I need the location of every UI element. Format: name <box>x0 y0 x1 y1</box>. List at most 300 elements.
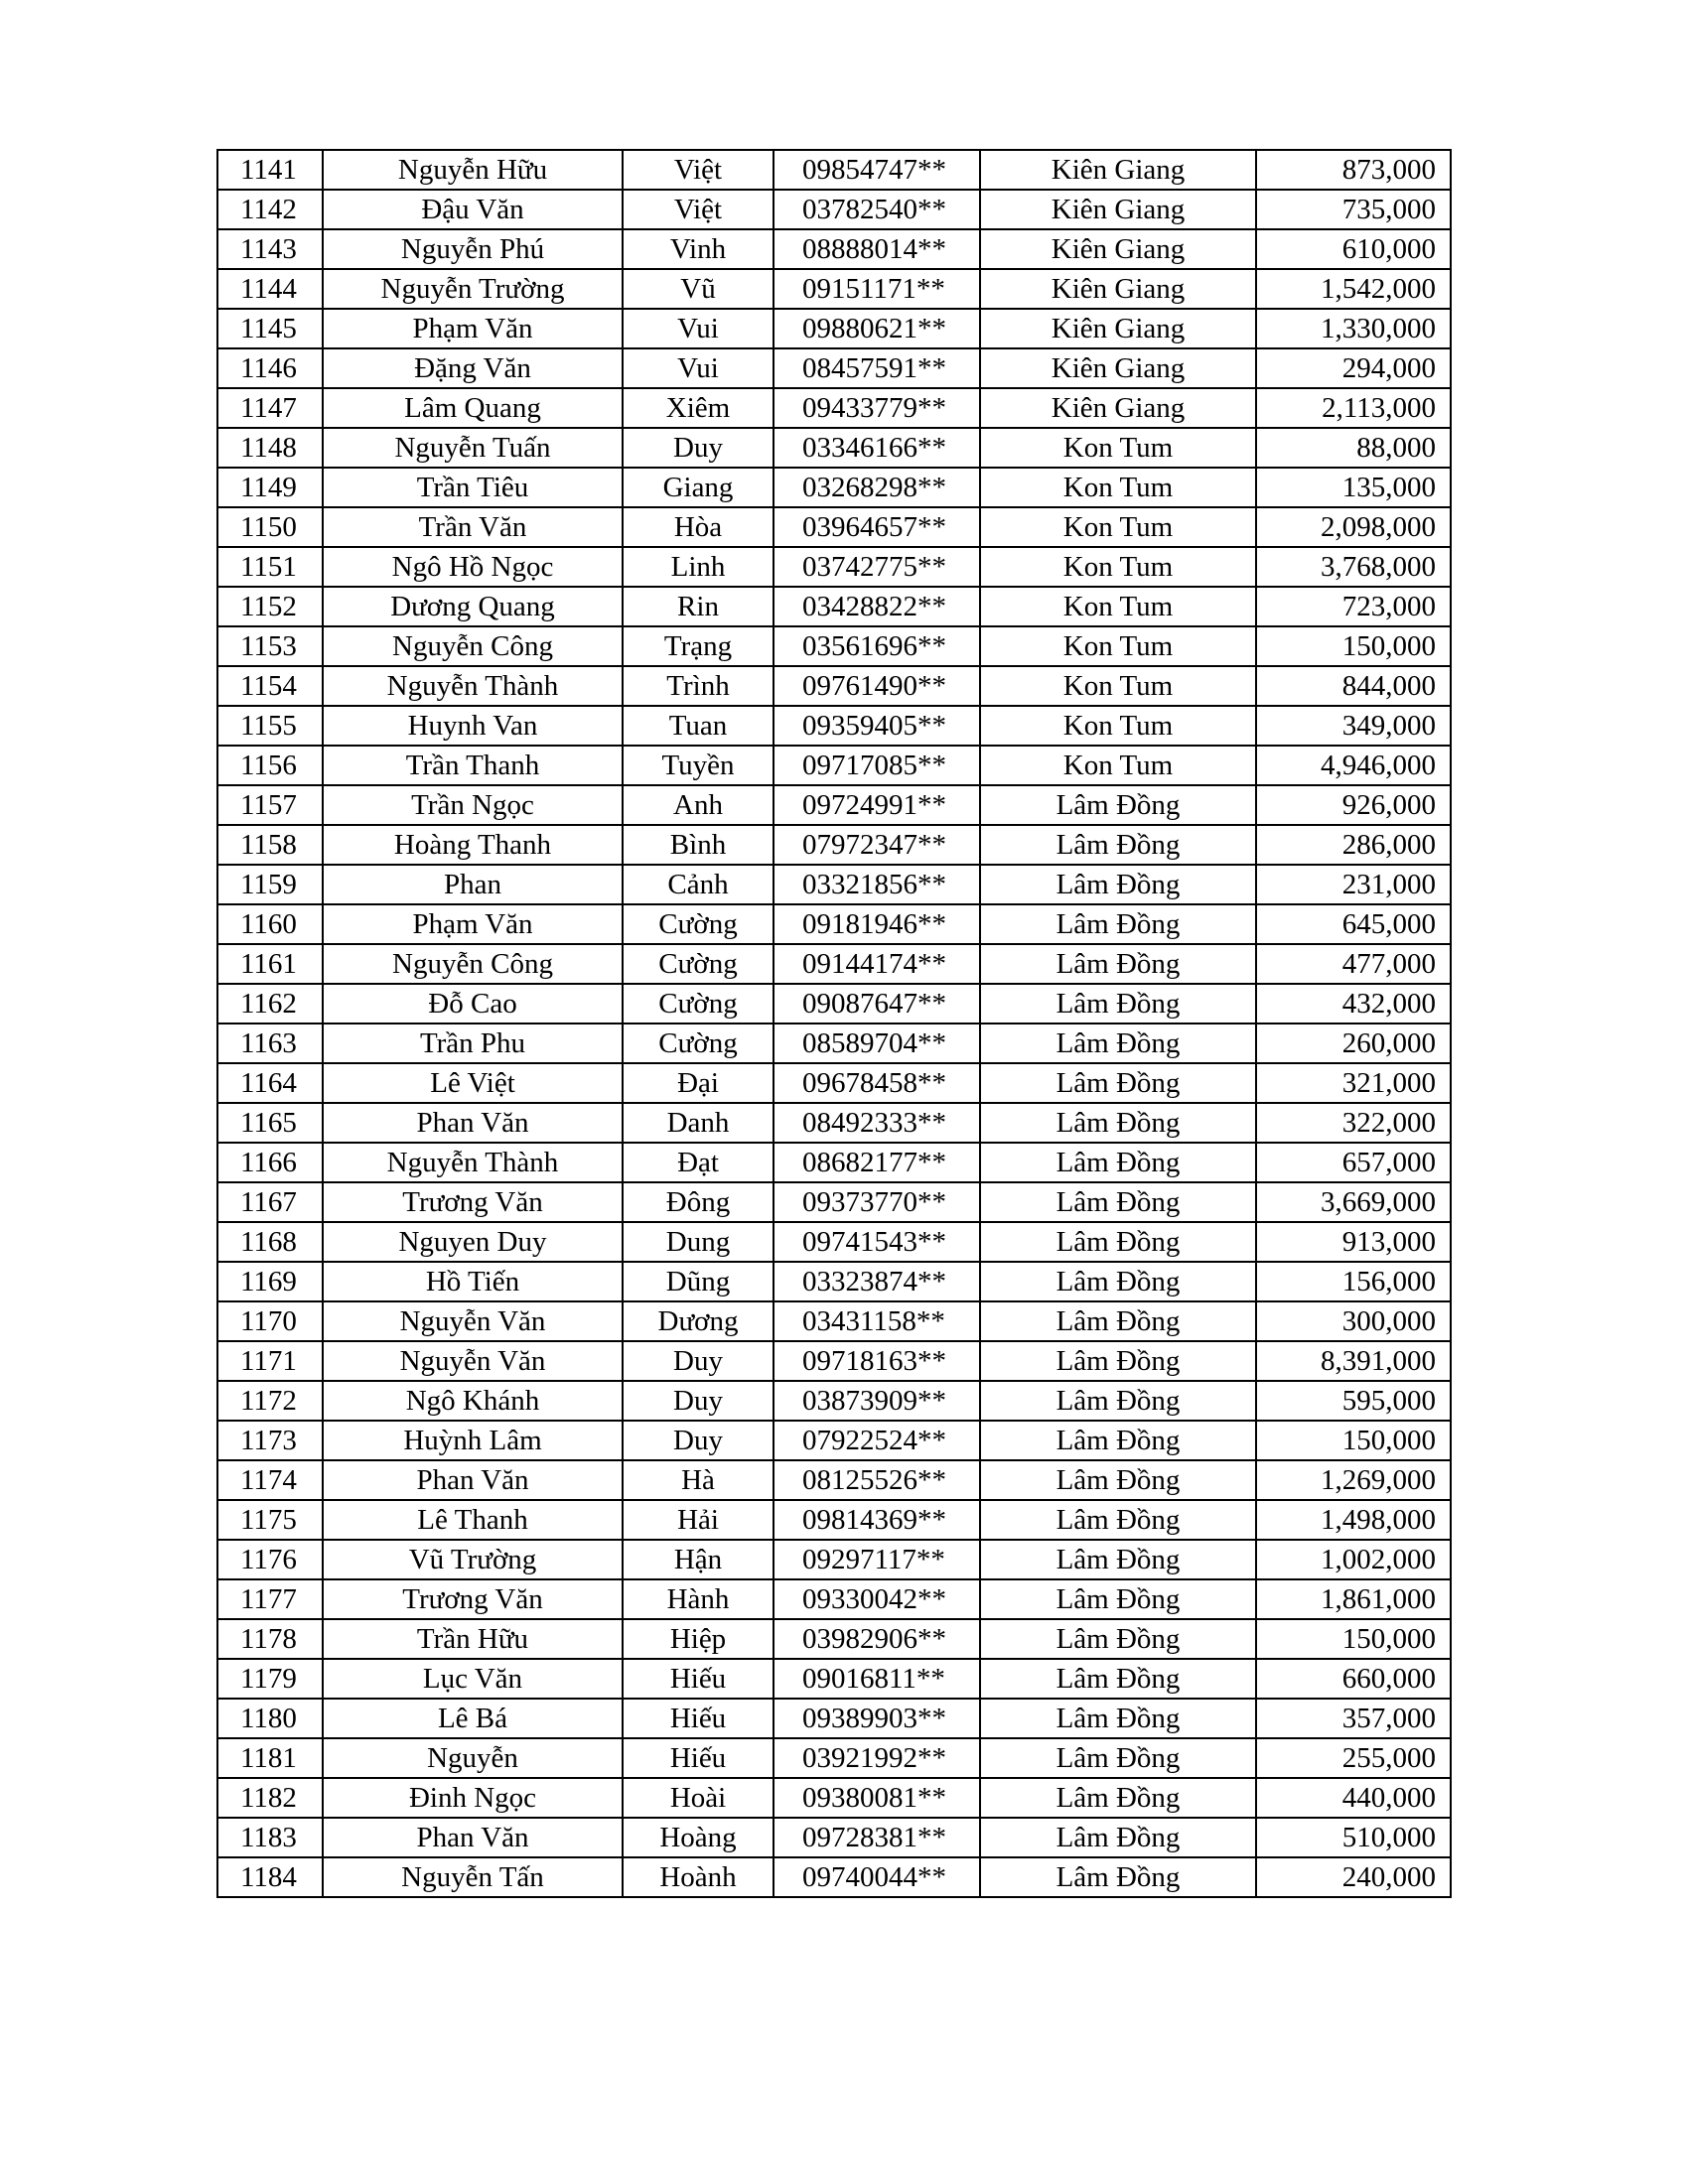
phone-number-cell: 09678458** <box>774 1063 980 1103</box>
family-name-cell: Nguyễn Hữu <box>323 150 623 190</box>
given-name-cell: Cường <box>623 944 774 984</box>
family-name-cell: Vũ Trường <box>323 1540 623 1579</box>
amount-cell: 735,000 <box>1256 190 1451 229</box>
row-number-cell: 1159 <box>217 865 323 904</box>
amount-cell: 3,669,000 <box>1256 1182 1451 1222</box>
given-name-cell: Đông <box>623 1182 774 1222</box>
family-name-cell: Trần Thanh <box>323 746 623 785</box>
family-name-cell: Nguyễn Trường <box>323 269 623 309</box>
amount-cell: 1,330,000 <box>1256 309 1451 348</box>
family-name-cell: Phan Văn <box>323 1818 623 1857</box>
given-name-cell: Rin <box>623 587 774 626</box>
phone-number-cell: 09741543** <box>774 1222 980 1262</box>
phone-number-cell: 08589704** <box>774 1024 980 1063</box>
province-cell: Lâm Đồng <box>980 1421 1256 1460</box>
table-row <box>217 229 1451 269</box>
phone-number-cell: 09297117** <box>774 1540 980 1579</box>
row-number-cell: 1170 <box>217 1301 323 1341</box>
phone-number-cell: 09389903** <box>774 1699 980 1738</box>
province-cell: Lâm Đồng <box>980 984 1256 1024</box>
given-name-cell: Hoàng <box>623 1818 774 1857</box>
row-number-cell: 1155 <box>217 706 323 746</box>
amount-cell: 1,002,000 <box>1256 1540 1451 1579</box>
row-number-cell: 1160 <box>217 904 323 944</box>
province-cell: Kon Tum <box>980 428 1256 468</box>
phone-number-cell: 09330042** <box>774 1579 980 1619</box>
table-row <box>217 1182 1451 1222</box>
province-cell: Kon Tum <box>980 626 1256 666</box>
table-row <box>217 1421 1451 1460</box>
amount-cell: 610,000 <box>1256 229 1451 269</box>
amount-cell: 660,000 <box>1256 1659 1451 1699</box>
province-cell: Lâm Đồng <box>980 944 1256 984</box>
amount-cell: 1,542,000 <box>1256 269 1451 309</box>
table-row <box>217 348 1451 388</box>
phone-number-cell: 08125526** <box>774 1460 980 1500</box>
table-row <box>217 1341 1451 1381</box>
family-name-cell: Phạm Văn <box>323 309 623 348</box>
family-name-cell: Hoàng Thanh <box>323 825 623 865</box>
table-row <box>217 1222 1451 1262</box>
amount-cell: 873,000 <box>1256 150 1451 190</box>
given-name-cell: Duy <box>623 1341 774 1381</box>
amount-cell: 8,391,000 <box>1256 1341 1451 1381</box>
family-name-cell: Phan Văn <box>323 1103 623 1143</box>
amount-cell: 150,000 <box>1256 1421 1451 1460</box>
family-name-cell: Nguyễn Thành <box>323 666 623 706</box>
row-number-cell: 1166 <box>217 1143 323 1182</box>
row-number-cell: 1164 <box>217 1063 323 1103</box>
table-row <box>217 1143 1451 1182</box>
table-row <box>217 1857 1451 1897</box>
phone-number-cell: 08457591** <box>774 348 980 388</box>
table-row <box>217 428 1451 468</box>
table-row <box>217 1460 1451 1500</box>
amount-cell: 321,000 <box>1256 1063 1451 1103</box>
given-name-cell: Đại <box>623 1063 774 1103</box>
table-row <box>217 666 1451 706</box>
amount-cell: 260,000 <box>1256 1024 1451 1063</box>
table-row <box>217 468 1451 507</box>
amount-cell: 150,000 <box>1256 1619 1451 1659</box>
province-cell: Lâm Đồng <box>980 1460 1256 1500</box>
province-cell: Lâm Đồng <box>980 1500 1256 1540</box>
province-cell: Lâm Đồng <box>980 1222 1256 1262</box>
row-number-cell: 1141 <box>217 150 323 190</box>
phone-number-cell: 08888014** <box>774 229 980 269</box>
phone-number-cell: 09087647** <box>774 984 980 1024</box>
row-number-cell: 1151 <box>217 547 323 587</box>
table-row <box>217 507 1451 547</box>
amount-cell: 1,498,000 <box>1256 1500 1451 1540</box>
phone-number-cell: 09718163** <box>774 1341 980 1381</box>
row-number-cell: 1167 <box>217 1182 323 1222</box>
given-name-cell: Trình <box>623 666 774 706</box>
row-number-cell: 1156 <box>217 746 323 785</box>
province-cell: Kiên Giang <box>980 229 1256 269</box>
given-name-cell: Vinh <box>623 229 774 269</box>
phone-number-cell: 09016811** <box>774 1659 980 1699</box>
given-name-cell: Giang <box>623 468 774 507</box>
table-row <box>217 1103 1451 1143</box>
row-number-cell: 1153 <box>217 626 323 666</box>
row-number-cell: 1157 <box>217 785 323 825</box>
family-name-cell: Trần Phu <box>323 1024 623 1063</box>
given-name-cell: Cường <box>623 1024 774 1063</box>
family-name-cell: Đỗ Cao <box>323 984 623 1024</box>
given-name-cell: Việt <box>623 190 774 229</box>
amount-cell: 595,000 <box>1256 1381 1451 1421</box>
row-number-cell: 1181 <box>217 1738 323 1778</box>
given-name-cell: Việt <box>623 150 774 190</box>
amount-cell: 2,098,000 <box>1256 507 1451 547</box>
row-number-cell: 1165 <box>217 1103 323 1143</box>
family-name-cell: Lê Bá <box>323 1699 623 1738</box>
row-number-cell: 1171 <box>217 1341 323 1381</box>
family-name-cell: Nguyễn Tấn <box>323 1857 623 1897</box>
phone-number-cell: 03323874** <box>774 1262 980 1301</box>
province-cell: Lâm Đồng <box>980 1381 1256 1421</box>
row-number-cell: 1172 <box>217 1381 323 1421</box>
table-row <box>217 190 1451 229</box>
table-row <box>217 150 1451 190</box>
row-number-cell: 1144 <box>217 269 323 309</box>
row-number-cell: 1175 <box>217 1500 323 1540</box>
phone-number-cell: 03428822** <box>774 587 980 626</box>
given-name-cell: Danh <box>623 1103 774 1143</box>
family-name-cell: Trần Văn <box>323 507 623 547</box>
province-cell: Kon Tum <box>980 547 1256 587</box>
table-row <box>217 904 1451 944</box>
family-name-cell: Đặng Văn <box>323 348 623 388</box>
given-name-cell: Đạt <box>623 1143 774 1182</box>
amount-cell: 844,000 <box>1256 666 1451 706</box>
table-row <box>217 1818 1451 1857</box>
table-row <box>217 865 1451 904</box>
phone-number-cell: 09181946** <box>774 904 980 944</box>
phone-number-cell: 09151171** <box>774 269 980 309</box>
row-number-cell: 1183 <box>217 1818 323 1857</box>
table-row <box>217 1301 1451 1341</box>
phone-number-cell: 09433779** <box>774 388 980 428</box>
amount-cell: 255,000 <box>1256 1738 1451 1778</box>
family-name-cell: Phạm Văn <box>323 904 623 944</box>
family-name-cell: Nguyễn Công <box>323 944 623 984</box>
amount-cell: 300,000 <box>1256 1301 1451 1341</box>
given-name-cell: Cảnh <box>623 865 774 904</box>
given-name-cell: Dũng <box>623 1262 774 1301</box>
province-cell: Kiên Giang <box>980 190 1256 229</box>
province-cell: Kon Tum <box>980 706 1256 746</box>
amount-cell: 2,113,000 <box>1256 388 1451 428</box>
given-name-cell: Hoài <box>623 1778 774 1818</box>
province-cell: Lâm Đồng <box>980 865 1256 904</box>
table-body <box>217 150 1451 1897</box>
province-cell: Lâm Đồng <box>980 1619 1256 1659</box>
given-name-cell: Trạng <box>623 626 774 666</box>
amount-cell: 4,946,000 <box>1256 746 1451 785</box>
given-name-cell: Hòa <box>623 507 774 547</box>
amount-cell: 432,000 <box>1256 984 1451 1024</box>
given-name-cell: Tuan <box>623 706 774 746</box>
province-cell: Kon Tum <box>980 507 1256 547</box>
given-name-cell: Hiệp <box>623 1619 774 1659</box>
province-cell: Kon Tum <box>980 468 1256 507</box>
table-row <box>217 746 1451 785</box>
province-cell: Kiên Giang <box>980 269 1256 309</box>
family-name-cell: Lục Văn <box>323 1659 623 1699</box>
family-name-cell: Nguyễn <box>323 1738 623 1778</box>
given-name-cell: Hải <box>623 1500 774 1540</box>
phone-number-cell: 09144174** <box>774 944 980 984</box>
phone-number-cell: 03964657** <box>774 507 980 547</box>
given-name-cell: Vũ <box>623 269 774 309</box>
given-name-cell: Dương <box>623 1301 774 1341</box>
table-row <box>217 825 1451 865</box>
row-number-cell: 1180 <box>217 1699 323 1738</box>
amount-cell: 88,000 <box>1256 428 1451 468</box>
phone-number-cell: 03873909** <box>774 1381 980 1421</box>
amount-cell: 645,000 <box>1256 904 1451 944</box>
table-row <box>217 1619 1451 1659</box>
row-number-cell: 1148 <box>217 428 323 468</box>
given-name-cell: Hiếu <box>623 1699 774 1738</box>
phone-number-cell: 03921992** <box>774 1738 980 1778</box>
province-cell: Kon Tum <box>980 587 1256 626</box>
phone-number-cell: 03782540** <box>774 190 980 229</box>
province-cell: Kon Tum <box>980 666 1256 706</box>
family-name-cell: Lê Thanh <box>323 1500 623 1540</box>
province-cell: Lâm Đồng <box>980 1778 1256 1818</box>
row-number-cell: 1161 <box>217 944 323 984</box>
amount-cell: 240,000 <box>1256 1857 1451 1897</box>
given-name-cell: Cường <box>623 984 774 1024</box>
family-name-cell: Lê Việt <box>323 1063 623 1103</box>
phone-number-cell: 09380081** <box>774 1778 980 1818</box>
province-cell: Lâm Đồng <box>980 1262 1256 1301</box>
amount-cell: 357,000 <box>1256 1699 1451 1738</box>
phone-number-cell: 09761490** <box>774 666 980 706</box>
given-name-cell: Hà <box>623 1460 774 1500</box>
amount-cell: 657,000 <box>1256 1143 1451 1182</box>
amount-cell: 440,000 <box>1256 1778 1451 1818</box>
phone-number-cell: 03321856** <box>774 865 980 904</box>
row-number-cell: 1145 <box>217 309 323 348</box>
family-name-cell: Trần Hữu <box>323 1619 623 1659</box>
table-row <box>217 1262 1451 1301</box>
phone-number-cell: 03346166** <box>774 428 980 468</box>
phone-number-cell: 09854747** <box>774 150 980 190</box>
province-cell: Lâm Đồng <box>980 785 1256 825</box>
given-name-cell: Hoành <box>623 1857 774 1897</box>
province-cell: Lâm Đồng <box>980 1341 1256 1381</box>
province-cell: Lâm Đồng <box>980 1738 1256 1778</box>
given-name-cell: Tuyền <box>623 746 774 785</box>
row-number-cell: 1173 <box>217 1421 323 1460</box>
phone-number-cell: 03268298** <box>774 468 980 507</box>
family-name-cell: Ngô Hồ Ngọc <box>323 547 623 587</box>
family-name-cell: Dương Quang <box>323 587 623 626</box>
table-row <box>217 269 1451 309</box>
row-number-cell: 1147 <box>217 388 323 428</box>
given-name-cell: Bình <box>623 825 774 865</box>
table-row <box>217 309 1451 348</box>
table-row <box>217 1381 1451 1421</box>
given-name-cell: Hiếu <box>623 1738 774 1778</box>
row-number-cell: 1150 <box>217 507 323 547</box>
given-name-cell: Cường <box>623 904 774 944</box>
given-name-cell: Vui <box>623 309 774 348</box>
family-name-cell: Đậu Văn <box>323 190 623 229</box>
row-number-cell: 1182 <box>217 1778 323 1818</box>
table-row <box>217 944 1451 984</box>
phone-number-cell: 07922524** <box>774 1421 980 1460</box>
family-name-cell: Lâm Quang <box>323 388 623 428</box>
row-number-cell: 1177 <box>217 1579 323 1619</box>
province-cell: Lâm Đồng <box>980 904 1256 944</box>
table-row <box>217 1063 1451 1103</box>
amount-cell: 477,000 <box>1256 944 1451 984</box>
table-row <box>217 1500 1451 1540</box>
province-cell: Lâm Đồng <box>980 825 1256 865</box>
province-cell: Lâm Đồng <box>980 1024 1256 1063</box>
family-name-cell: Nguyễn Văn <box>323 1301 623 1341</box>
table-row <box>217 388 1451 428</box>
recipient-table <box>216 149 1452 1898</box>
phone-number-cell: 09880621** <box>774 309 980 348</box>
province-cell: Lâm Đồng <box>980 1579 1256 1619</box>
family-name-cell: Nguyễn Thành <box>323 1143 623 1182</box>
row-number-cell: 1163 <box>217 1024 323 1063</box>
amount-cell: 1,861,000 <box>1256 1579 1451 1619</box>
phone-number-cell: 09728381** <box>774 1818 980 1857</box>
family-name-cell: Huỳnh Lâm <box>323 1421 623 1460</box>
row-number-cell: 1154 <box>217 666 323 706</box>
province-cell: Lâm Đồng <box>980 1301 1256 1341</box>
row-number-cell: 1184 <box>217 1857 323 1897</box>
province-cell: Kiên Giang <box>980 348 1256 388</box>
given-name-cell: Vui <box>623 348 774 388</box>
province-cell: Lâm Đồng <box>980 1699 1256 1738</box>
table-row <box>217 1738 1451 1778</box>
family-name-cell: Nguyễn Phú <box>323 229 623 269</box>
family-name-cell: Hồ Tiến <box>323 1262 623 1301</box>
row-number-cell: 1158 <box>217 825 323 865</box>
row-number-cell: 1174 <box>217 1460 323 1500</box>
family-name-cell: Huynh Van <box>323 706 623 746</box>
phone-number-cell: 03431158** <box>774 1301 980 1341</box>
given-name-cell: Duy <box>623 428 774 468</box>
province-cell: Kiên Giang <box>980 150 1256 190</box>
province-cell: Lâm Đồng <box>980 1857 1256 1897</box>
phone-number-cell: 09359405** <box>774 706 980 746</box>
family-name-cell: Trần Ngọc <box>323 785 623 825</box>
table-row <box>217 1579 1451 1619</box>
amount-cell: 510,000 <box>1256 1818 1451 1857</box>
amount-cell: 349,000 <box>1256 706 1451 746</box>
row-number-cell: 1179 <box>217 1659 323 1699</box>
amount-cell: 286,000 <box>1256 825 1451 865</box>
family-name-cell: Nguyễn Tuấn <box>323 428 623 468</box>
family-name-cell: Trương Văn <box>323 1182 623 1222</box>
family-name-cell: Nguyen Duy <box>323 1222 623 1262</box>
province-cell: Lâm Đồng <box>980 1143 1256 1182</box>
phone-number-cell: 09717085** <box>774 746 980 785</box>
table-row <box>217 1778 1451 1818</box>
province-cell: Lâm Đồng <box>980 1540 1256 1579</box>
table-row <box>217 984 1451 1024</box>
amount-cell: 723,000 <box>1256 587 1451 626</box>
amount-cell: 156,000 <box>1256 1262 1451 1301</box>
family-name-cell: Phan <box>323 865 623 904</box>
table-row <box>217 587 1451 626</box>
family-name-cell: Trương Văn <box>323 1579 623 1619</box>
table-row <box>217 626 1451 666</box>
row-number-cell: 1143 <box>217 229 323 269</box>
table-row <box>217 547 1451 587</box>
table-row <box>217 706 1451 746</box>
given-name-cell: Hận <box>623 1540 774 1579</box>
given-name-cell: Duy <box>623 1421 774 1460</box>
phone-number-cell: 09740044** <box>774 1857 980 1897</box>
amount-cell: 322,000 <box>1256 1103 1451 1143</box>
family-name-cell: Nguyễn Văn <box>323 1341 623 1381</box>
family-name-cell: Nguyễn Công <box>323 626 623 666</box>
phone-number-cell: 03982906** <box>774 1619 980 1659</box>
amount-cell: 294,000 <box>1256 348 1451 388</box>
family-name-cell: Phan Văn <box>323 1460 623 1500</box>
family-name-cell: Ngô Khánh <box>323 1381 623 1421</box>
given-name-cell: Linh <box>623 547 774 587</box>
row-number-cell: 1168 <box>217 1222 323 1262</box>
row-number-cell: 1169 <box>217 1262 323 1301</box>
province-cell: Kiên Giang <box>980 309 1256 348</box>
family-name-cell: Đinh Ngọc <box>323 1778 623 1818</box>
row-number-cell: 1176 <box>217 1540 323 1579</box>
row-number-cell: 1152 <box>217 587 323 626</box>
province-cell: Lâm Đồng <box>980 1103 1256 1143</box>
row-number-cell: 1178 <box>217 1619 323 1659</box>
province-cell: Kiên Giang <box>980 388 1256 428</box>
table-row <box>217 1540 1451 1579</box>
amount-cell: 135,000 <box>1256 468 1451 507</box>
row-number-cell: 1146 <box>217 348 323 388</box>
table-row <box>217 785 1451 825</box>
phone-number-cell: 09814369** <box>774 1500 980 1540</box>
given-name-cell: Anh <box>623 785 774 825</box>
given-name-cell: Hành <box>623 1579 774 1619</box>
amount-cell: 231,000 <box>1256 865 1451 904</box>
row-number-cell: 1149 <box>217 468 323 507</box>
table-row <box>217 1024 1451 1063</box>
given-name-cell: Hiếu <box>623 1659 774 1699</box>
amount-cell: 1,269,000 <box>1256 1460 1451 1500</box>
province-cell: Lâm Đồng <box>980 1182 1256 1222</box>
province-cell: Lâm Đồng <box>980 1659 1256 1699</box>
table-row <box>217 1659 1451 1699</box>
amount-cell: 150,000 <box>1256 626 1451 666</box>
phone-number-cell: 08682177** <box>774 1143 980 1182</box>
table-row <box>217 1699 1451 1738</box>
amount-cell: 3,768,000 <box>1256 547 1451 587</box>
row-number-cell: 1142 <box>217 190 323 229</box>
phone-number-cell: 03561696** <box>774 626 980 666</box>
province-cell: Lâm Đồng <box>980 1063 1256 1103</box>
given-name-cell: Duy <box>623 1381 774 1421</box>
given-name-cell: Xiêm <box>623 388 774 428</box>
phone-number-cell: 09373770** <box>774 1182 980 1222</box>
phone-number-cell: 08492333** <box>774 1103 980 1143</box>
